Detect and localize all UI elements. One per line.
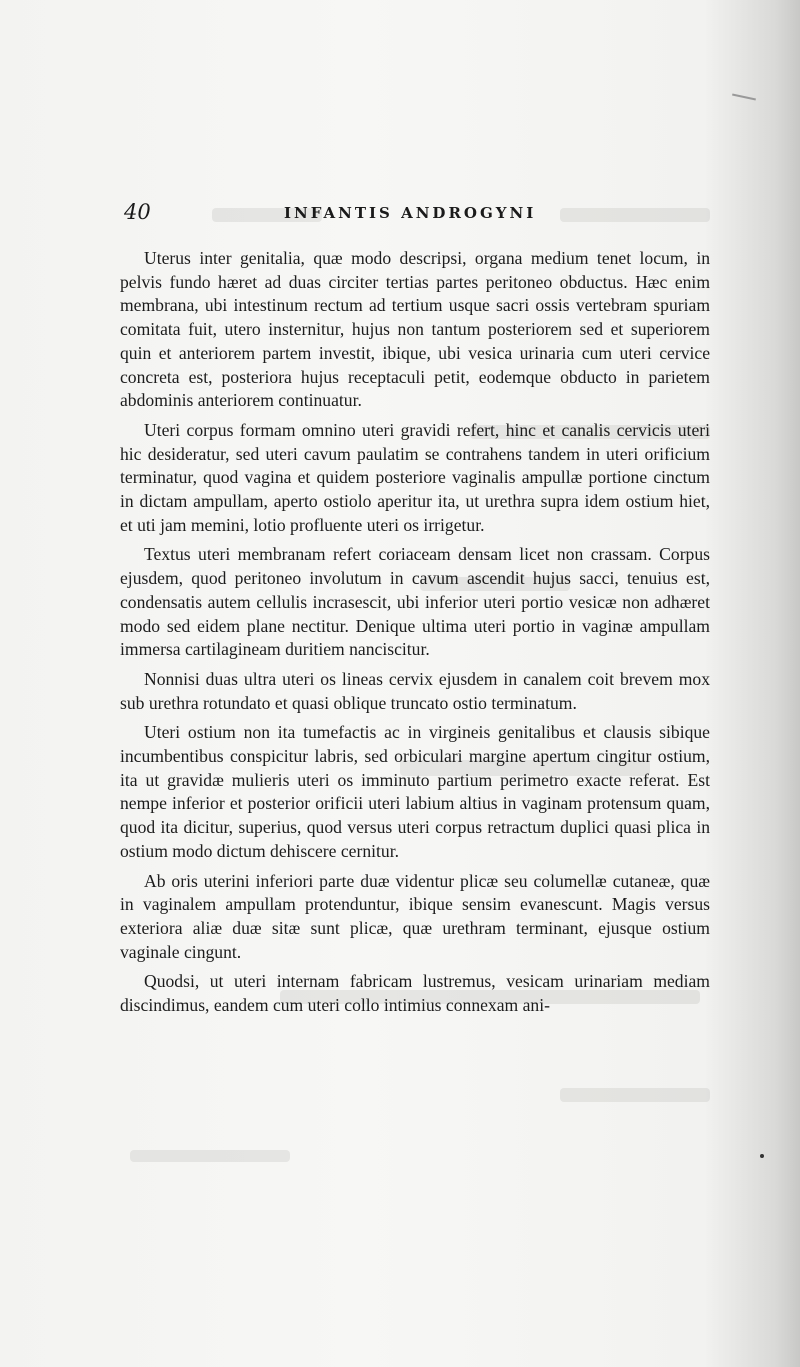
paragraph: Quodsi, ut uteri internam fabricam lustremus, vesicam urinariam mediam discindimus, eandem cum uteri collo intimius connexam ani- bbox=[120, 971, 710, 1016]
running-title: INFANTIS ANDROGYNI bbox=[284, 204, 537, 222]
body-text bbox=[120, 247, 710, 1018]
reverse-text-smear bbox=[130, 1150, 290, 1162]
reverse-text-smear bbox=[560, 1088, 710, 1102]
page-header bbox=[124, 200, 714, 230]
paragraph: Uteri corpus formam omnino uteri gravidi refert, hinc et canalis cervicis uteri hic desideratur, sed uteri cavum paulatim se contrahens tandem in uteri orificium terminatur, quod vagina et quidem posteriore vaginalis ampullæ portione cinctum in dictam ampullam, aperto ostiolo aperitur ita, ut urethra supra idem ostium hiet, et uti jam memini, lotio profluente uteri os irrigetur. bbox=[120, 419, 710, 535]
paragraph: Nonnisi duas ultra uteri os lineas cervix ejusdem in canalem coit brevem mox sub urethra rotundato et quasi oblique truncato ostio terminatum. bbox=[120, 668, 710, 713]
paragraph: Uterus inter genitalia, quæ modo descripsi, organa medium tenet locum, in pelvis fundo hæret ad duas circiter tertias partes peritoneo obductus. Hæc enim membrana, ubi intestinum rectum ad tertium usque sacri ossis vertebram spuriam comitata fuit, utero insternitur, hujus non tantum posteriorem sed et superiorem quin et anteriorem partem investit, ibique, ubi vesica urinaria cum uteri cervice concreta est, posteriora hujus receptaculi petit, eodemque obducto in parietem abdominis anteriorem continuatur. bbox=[120, 248, 710, 411]
ink-speck bbox=[760, 1154, 764, 1158]
margin-mark bbox=[732, 94, 756, 101]
paragraph: Ab oris uterini inferiori parte duæ videntur plicæ seu columellæ cutaneæ, quæ in vaginalem ampullam protenduntur, ibique sensim evanescunt. Magis versus exteriora aliæ duæ sitæ sunt plicæ, quæ urethram terminant, ejusque ostium vaginale cingunt. bbox=[120, 870, 710, 962]
paragraph: Textus uteri membranam refert coriaceam densam licet non crassam. Corpus ejusdem, quod peritoneo involutum in cavum ascendit hujus sacci, tenuius est, condensatis autem cellulis incrasescit, ubi inferior uteri portio vesicæ non adhæret modo sed eidem plane nectitur. Denique ultima uteri portio in vaginæ ampullam immersa cartilagineam duritiem nanciscitur. bbox=[120, 544, 710, 660]
page-number: 40 bbox=[124, 200, 151, 224]
paragraph: Uteri ostium non ita tumefactis ac in virgineis genitalibus et clausis sibique incumbentibus conspicitur labris, sed orbiculari margine apertum cingitur ostium, ita ut gravidæ mulieris uteri os imminuto partium perimetro exacte referat. Est nempe inferior et posterior orificii uteri labium altius in vaginam protensum quam, quod ita dicitur, superius, quod versus uteri corpus retractum duplici quasi plica in ostium modo dictum dehiscere cernitur. bbox=[120, 722, 710, 861]
